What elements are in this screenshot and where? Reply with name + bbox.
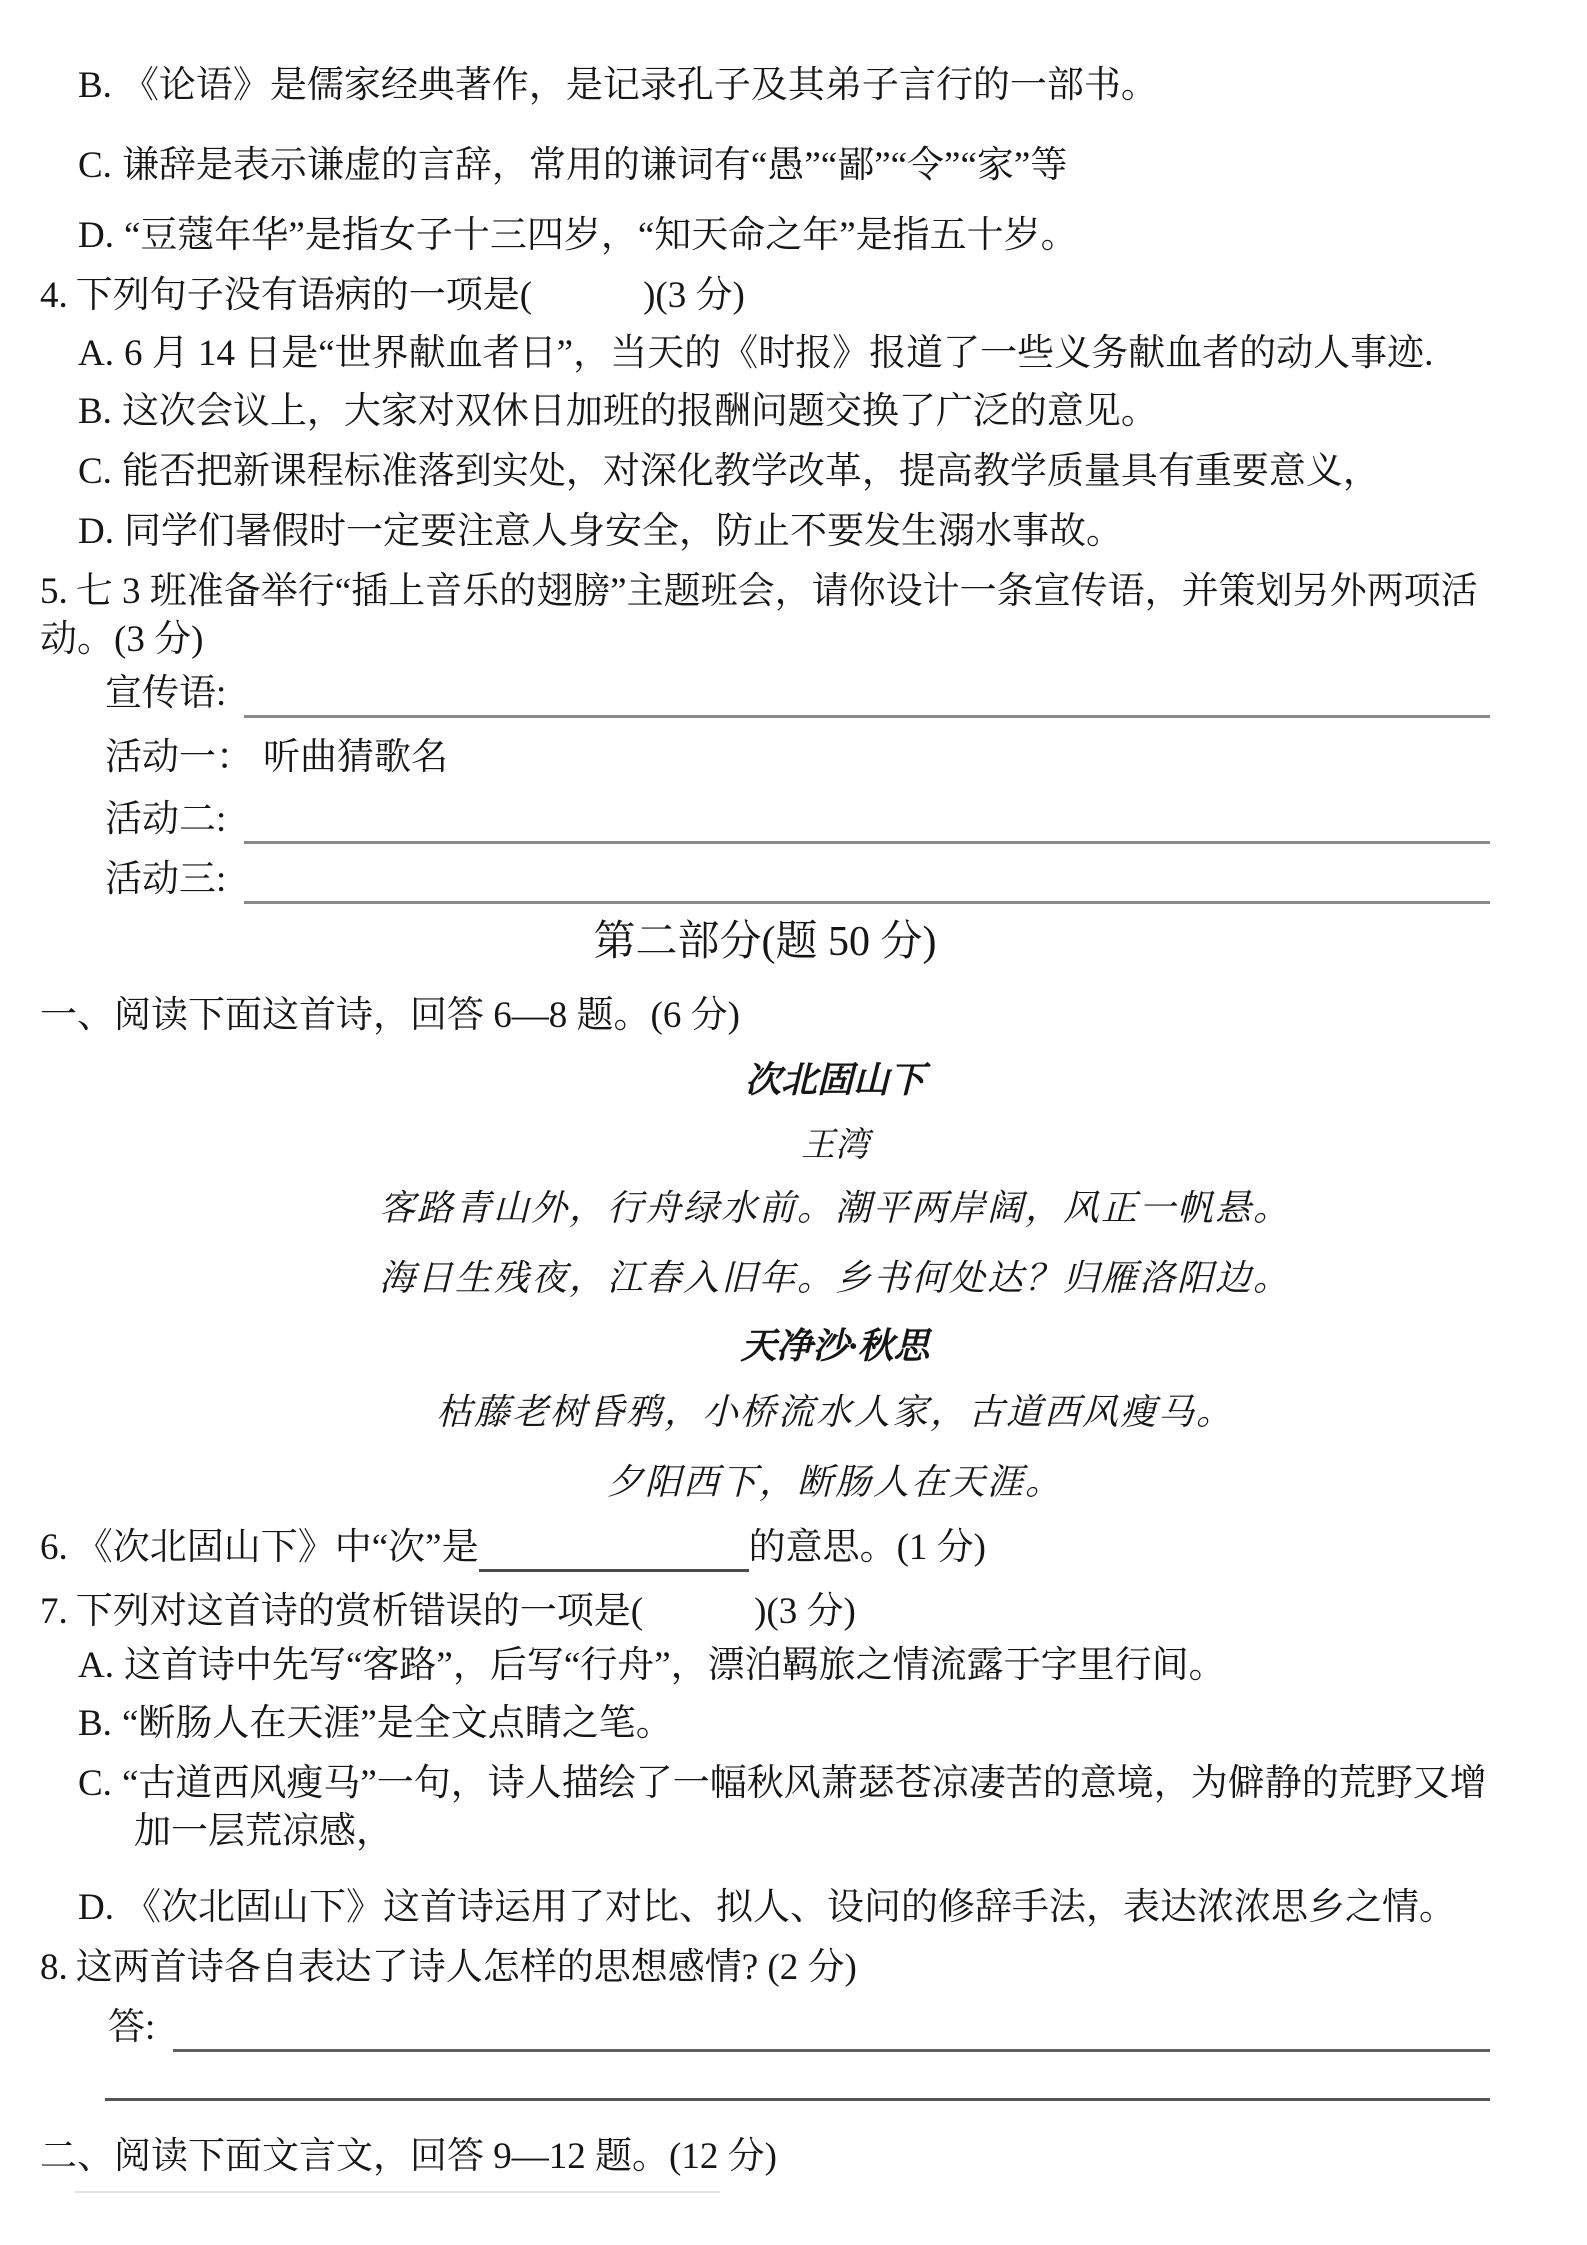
poem2-title [110, 1322, 1560, 1370]
scan-divider-line [75, 2191, 720, 2193]
option-label: D. [78, 215, 114, 256]
q6-stem [40, 1524, 1490, 1572]
activity3-blank[interactable] [244, 859, 1490, 904]
option-text: 这首诗中先写“客路”，后写“行舟”，漂泊羁旅之情流露于字里行间。 [123, 1645, 1226, 1686]
poem1-title [110, 1056, 1560, 1104]
q5-stem [40, 568, 1490, 664]
q7-option-b [78, 1700, 1490, 1748]
option-label: D. [78, 511, 114, 552]
activity3-label: 活动三: [105, 859, 227, 900]
option-label: A. [78, 1645, 114, 1686]
section1-intro: 一、阅读下面这首诗，回答 6—8 题。(6 分) [40, 995, 740, 1036]
option-label: C. [78, 451, 112, 492]
q8-stem [40, 1944, 1490, 1992]
q8-answer-row [108, 2004, 1490, 2052]
poem-title-text: 次北固山下 [744, 1060, 925, 1100]
question-number: 4. [40, 275, 68, 316]
option-label: D. [78, 1887, 114, 1928]
option-label: C. [78, 145, 112, 186]
q6-pre-text: 《次北固山下》中“次”是 [75, 1527, 479, 1568]
part2-heading: 第二部分(题 50 分) [593, 919, 937, 965]
activity1-label: 活动一： [105, 737, 253, 778]
option-text: 《次北固山下》这首诗运用了对比、拟人、设问的修辞手法，表达浓浓思乡之情。 [123, 1887, 1456, 1928]
poem-line-text: 夕阳西下，断肠人在天涯。 [606, 1462, 1063, 1502]
option-text: 这次会议上，大家对双休日加班的报酬问题交换了广泛的意见。 [121, 391, 1158, 432]
slogan-blank[interactable] [244, 673, 1490, 718]
option-text: 6 月 14 日是“世界献血者日”，当天的《时报》报道了一些义务献血者的动人事迹. [123, 333, 1434, 374]
option-text: “豆蔻年华”是指女子十三四岁，“知天命之年”是指五十岁。 [123, 215, 1078, 256]
poem-line-text: 海日生残夜，江春入旧年。乡书何处达？归雁洛阳边。 [378, 1258, 1291, 1298]
poem1-line2 [110, 1254, 1560, 1302]
q7-option-d [78, 1884, 1490, 1932]
option-text: “断肠人在天涯”是全文点睛之笔。 [121, 1703, 673, 1744]
option-text: “古道西风瘦马”一句，诗人描绘了一幅秋风萧瑟苍凉凄苦的意境，为僻静的荒野又增加一层荒凉感， [121, 1763, 1487, 1852]
poem2-line2 [110, 1458, 1560, 1506]
option-text: 谦辞是表示谦虚的言辞，常用的谦词有“愚”“鄙”“令”“家”等 [121, 145, 1068, 186]
poem-line-text: 枯藤老树昏鸦，小桥流水人家，古道西风瘦马。 [435, 1392, 1234, 1432]
activity1-value: 听曲猜歌名 [263, 737, 448, 778]
poem-author-text: 王湾 [801, 1127, 869, 1164]
question-text: 这两首诗各自表达了诗人怎样的思想感情? (2 分) [75, 1947, 857, 1988]
poem1-author [110, 1122, 1560, 1170]
question-number: 8. [40, 1947, 68, 1988]
answer-label: 答: [108, 2007, 156, 2048]
section2-intro: 二、阅读下面文言文，回答 9—12 题。(12 分) [40, 2136, 777, 2177]
q4-option-b [78, 388, 1490, 436]
question-text: 七 3 班准备举行“插上音乐的翅膀”主题班会，请你设计一条宣传语，并策划另外两项活动。(3 分) [40, 571, 1478, 660]
option-label: C. [78, 1763, 112, 1804]
slogan-label: 宣传语: [105, 673, 227, 714]
q8-answer-blank-line1[interactable] [173, 2007, 1490, 2052]
option-label: B. [78, 391, 112, 432]
q3-option-b [78, 62, 1490, 110]
option-text: 同学们暑假时一定要注意人身安全，防止不要发生溺水事故。 [123, 511, 1123, 552]
option-text: 《论语》是儒家经典著作，是记录孔子及其弟子言行的一部书。 [121, 65, 1158, 106]
q3-option-c [78, 142, 1490, 190]
q4-option-a [78, 330, 1490, 378]
question-text: 下列句子没有语病的一项是( )(3 分) [75, 275, 745, 316]
option-label: A. [78, 333, 114, 374]
question-number: 5. [40, 571, 68, 612]
poem-line-text: 客路青山外，行舟绿水前。潮平两岸阔，风正一帆悬。 [378, 1188, 1291, 1228]
q5-activity3-row [105, 856, 1490, 904]
q7-stem [40, 1588, 1490, 1636]
q5-activity1-row [105, 734, 1490, 782]
q5-activity2-row [105, 796, 1490, 844]
question-number: 7. [40, 1591, 68, 1632]
q6-post-text: 的意思。(1 分) [748, 1527, 987, 1568]
q3-option-d [78, 212, 1490, 260]
q4-option-d [78, 508, 1490, 556]
activity2-label: 活动二: [105, 799, 227, 840]
activity2-blank[interactable] [244, 799, 1490, 844]
option-label: B. [78, 65, 112, 106]
question-number: 6. [40, 1527, 68, 1568]
q7-option-a [78, 1642, 1490, 1690]
question-text: 下列对这首诗的赏析错误的一项是( )(3 分) [75, 1591, 856, 1632]
poem1-line1 [110, 1184, 1560, 1232]
poem-title-text: 天净沙·秋思 [740, 1326, 930, 1366]
option-text: 能否把新课程标准落到实处，对深化教学改革，提高教学质量具有重要意义， [121, 451, 1380, 492]
q6-answer-blank[interactable] [479, 1529, 749, 1572]
q4-stem [40, 272, 1490, 320]
q7-option-c [78, 1760, 1490, 1856]
poem2-line1 [110, 1388, 1560, 1436]
option-label: B. [78, 1703, 112, 1744]
q8-answer-blank-line2[interactable] [105, 2098, 1490, 2101]
q5-slogan-row [105, 670, 1490, 718]
q4-option-c [78, 448, 1490, 496]
